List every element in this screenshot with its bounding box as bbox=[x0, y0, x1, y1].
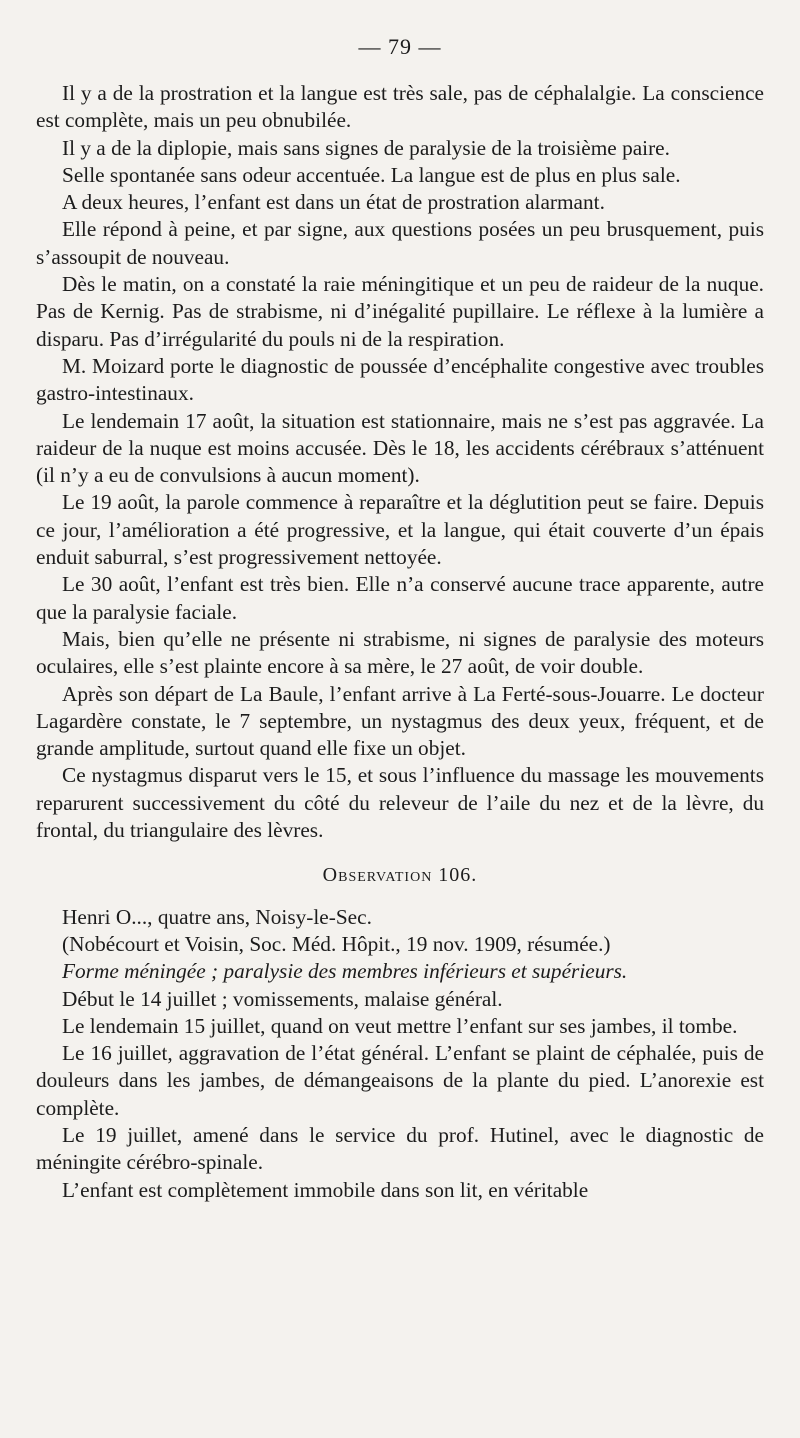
observation-paragraph: Début le 14 juillet ; vomissements, malaise général. bbox=[62, 986, 503, 1011]
observation-patient: Henri O..., quatre ans, Noisy-le-Sec. bbox=[62, 904, 372, 929]
observation-subtitle: Forme méningée ; paralysie des membres inférieurs et supérieurs. bbox=[62, 959, 628, 984]
observation-reference: (Nobécourt et Voisin, Soc. Méd. Hôpit., 19 nov. 1909, résumée.) bbox=[62, 931, 611, 956]
page-number: — 79 — bbox=[358, 34, 442, 59]
paragraph: Elle répond à peine, et par signe, aux questions posées un peu brusquement, puis s’assoupit de nouveau. bbox=[36, 217, 764, 269]
paragraph: Dès le matin, on a constaté la raie méningitique et un peu de raideur de la nuque. Pas de Kernig. Pas de strabisme, ni d’inégalité pupillaire. Le réflexe à la lumière a disparu. Pas d’irrégularité du pouls ni de la respiration. bbox=[36, 272, 764, 351]
paragraph: Le lendemain 17 août, la situation est stationnaire, mais ne s’est pas aggravée. La raideur de la nuque est moins accusée. Dès le 18, les accidents cérébraux s’atténuent (il n’y a eu de convulsions à aucun moment). bbox=[36, 408, 764, 488]
paragraph: M. Moizard porte le diagnostic de poussée d’encéphalite congestive avec troubles gastro-intestinaux. bbox=[36, 353, 764, 406]
paragraph: Il y a de la prostration et la langue est très sale, pas de céphalalgie. La conscience est complète, mais un peu obnubilée. bbox=[36, 81, 764, 133]
paragraph: Le 19 août, la parole commence à reparaître et la déglutition peut se faire. Depuis ce jour, l’amélioration a été progressive, et la langue, qui était couverte d’un épais enduit saburral, s’est progressivement nettoyée. bbox=[36, 490, 764, 570]
observation-paragraph: Le 19 juillet, amené dans le service du prof. Hutinel, avec le diagnostic de méningite cérébro-spinale. bbox=[36, 1122, 764, 1175]
paragraph: Il y a de la diplopie, mais sans signes de paralysie de la troisième paire. bbox=[62, 135, 670, 160]
observation-paragraph: L’enfant est complètement immobile dans son lit, en véritable bbox=[62, 1177, 589, 1202]
paragraph: Le 30 août, l’enfant est très bien. Elle n’a conservé aucune trace apparente, autre que la paralysie faciale. bbox=[36, 572, 764, 624]
paragraph: Selle spontanée sans odeur accentuée. La langue est de plus en plus sale. bbox=[62, 162, 681, 187]
observation-paragraph: Le lendemain 15 juillet, quand on veut mettre l’enfant sur ses jambes, il tombe. bbox=[62, 1013, 738, 1038]
paragraph: Mais, bien qu’elle ne présente ni strabisme, ni signes de paralysie des moteurs oculaires, elle s’est plainte encore à sa mère, le 27 août, de voir double. bbox=[36, 626, 764, 679]
paragraph: Après son départ de La Baule, l’enfant arrive à La Ferté-sous-Jouarre. Le docteur Lagardère constate, le 7 septembre, un nystagmus des deux yeux, fréquent, et de grande amplitude, surtout quand elle fixe un objet. bbox=[36, 681, 764, 761]
paragraph: A deux heures, l’enfant est dans un état de prostration alarmant. bbox=[62, 190, 605, 215]
paragraph: Ce nystagmus disparut vers le 15, et sous l’influence du massage les mouvements reparurent successivement du côté du releveur de l’aile du nez et de la lèvre, du frontal, du triangulaire des lèvres. bbox=[36, 763, 764, 843]
observation-heading: Observation 106. bbox=[322, 864, 478, 887]
observation-paragraph: Le 16 juillet, aggravation de l’état général. L’enfant se plaint de céphalée, puis de douleurs dans les jambes, de démangeaisons de la plante du pied. L’anorexie est complète. bbox=[36, 1041, 764, 1120]
